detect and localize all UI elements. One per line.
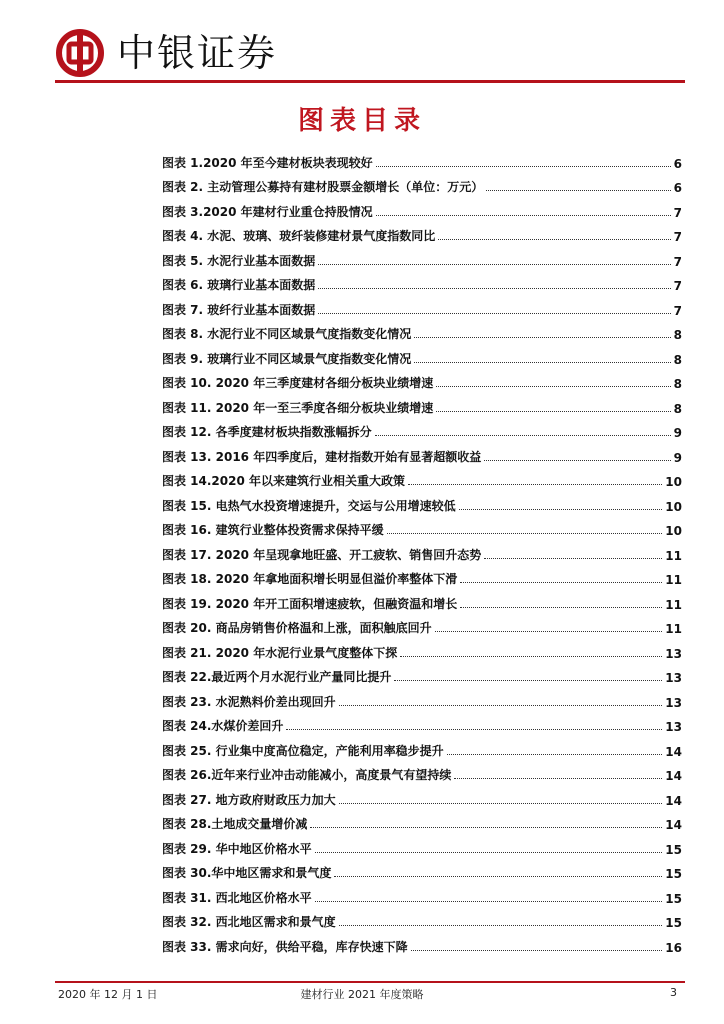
toc-entry[interactable] xyxy=(162,808,682,833)
toc-entry-label: 图表 1.2020 年至今建材板块表现较好 xyxy=(162,155,373,170)
toc-entry-label: 图表 8. 水泥行业不同区域景气度指数变化情况 xyxy=(162,327,412,341)
toc-dot-leader xyxy=(376,166,671,167)
toc-dot-leader xyxy=(318,288,670,289)
toc-entry-page: 9 xyxy=(673,450,682,465)
toc-entry[interactable] xyxy=(162,465,682,490)
toc-entry-page: 11 xyxy=(665,548,682,563)
toc-dot-leader xyxy=(436,386,670,387)
toc-entry[interactable] xyxy=(162,857,682,882)
footer-page-number: 3 xyxy=(670,986,677,999)
toc-dot-leader xyxy=(334,876,662,877)
toc-entry-label: 图表 11. 2020 年一至三季度各细分板块业绩增速 xyxy=(162,400,434,415)
toc-dot-leader xyxy=(376,215,671,216)
toc-entry-label: 图表 5. 水泥行业基本面数据 xyxy=(162,253,316,268)
toc-dot-leader xyxy=(394,680,662,681)
toc-entry-page: 11 xyxy=(665,622,682,636)
toc-dot-leader xyxy=(318,264,670,265)
header-divider xyxy=(55,80,685,83)
toc-entry[interactable] xyxy=(162,612,682,637)
toc-entry[interactable] xyxy=(162,244,682,269)
toc-entry-label: 图表 12. 各季度建材板块指数涨幅拆分 xyxy=(162,425,372,439)
brand-name: 中银证券 xyxy=(117,31,278,75)
toc-entry-page: 14 xyxy=(665,818,682,832)
toc-entry[interactable] xyxy=(162,636,682,661)
toc-dot-leader xyxy=(411,950,663,951)
toc-entry-page: 11 xyxy=(665,573,682,587)
toc-entry[interactable] xyxy=(162,783,682,808)
toc-entry-label: 图表 21. 2020 年水泥行业景气度整体下探 xyxy=(162,645,398,660)
toc-dot-leader xyxy=(459,509,663,510)
toc-entry-page: 10 xyxy=(665,524,682,538)
toc-dot-leader xyxy=(286,729,662,730)
toc-entry-page: 10 xyxy=(665,475,682,489)
toc-dot-leader xyxy=(408,484,662,485)
toc-entry[interactable] xyxy=(162,416,682,441)
toc-entry[interactable] xyxy=(162,685,682,710)
toc-entry[interactable] xyxy=(162,587,682,612)
toc-entry[interactable] xyxy=(162,489,682,514)
toc-entry-label: 图表 10. 2020 年三季度建材各细分板块业绩增速 xyxy=(162,376,434,390)
toc-entry[interactable] xyxy=(162,563,682,588)
toc-entry-page: 13 xyxy=(665,671,682,685)
toc-entry-page: 14 xyxy=(665,744,682,759)
toc-dot-leader xyxy=(460,607,662,608)
toc-entry-label: 图表 27. 地方政府财政压力加大 xyxy=(162,792,336,807)
toc-entry-page: 8 xyxy=(673,328,682,342)
toc-entry-label: 图表 6. 玻璃行业基本面数据 xyxy=(162,278,316,292)
toc-entry-page: 15 xyxy=(665,842,682,857)
toc-entry-label: 图表 4. 水泥、玻璃、玻纤装修建材景气度指数同比 xyxy=(162,229,436,243)
toc-entry-page: 15 xyxy=(665,867,682,881)
toc-entry-label: 图表 23. 水泥熟料价差出现回升 xyxy=(162,694,336,709)
footer-divider xyxy=(55,981,685,983)
toc-entry-label: 图表 17. 2020 年呈现拿地旺盛、开工疲软、销售回升态势 xyxy=(162,547,482,562)
toc-entry[interactable] xyxy=(162,171,682,196)
toc-entry-page: 14 xyxy=(665,769,682,783)
toc-entry-label: 图表 9. 玻璃行业不同区域景气度指数变化情况 xyxy=(162,351,412,366)
toc-entry-page: 13 xyxy=(665,646,682,661)
toc-dot-leader xyxy=(339,803,663,804)
toc-dot-leader xyxy=(414,337,670,338)
toc-dot-leader xyxy=(387,533,663,534)
toc-dot-leader xyxy=(375,435,671,436)
toc-entry-page: 13 xyxy=(665,695,682,710)
toc-entry[interactable] xyxy=(162,318,682,343)
toc-entry-label: 图表 16. 建筑行业整体投资需求保持平缓 xyxy=(162,523,384,537)
toc-entry-page: 8 xyxy=(673,377,682,391)
toc-entry-label: 图表 33. 需求向好，供给平稳，库存快速下降 xyxy=(162,939,408,954)
toc-dot-leader xyxy=(414,362,670,363)
toc-entry-label: 图表 19. 2020 年开工面积增速疲软，但融资温和增长 xyxy=(162,596,458,611)
toc-entry[interactable] xyxy=(162,906,682,931)
toc-entry-page: 6 xyxy=(673,181,682,195)
toc-entry[interactable] xyxy=(162,930,682,955)
toc-dot-leader xyxy=(318,313,670,314)
toc-dot-leader xyxy=(339,925,663,926)
toc-entry[interactable] xyxy=(162,146,682,171)
toc-dot-leader xyxy=(484,460,670,461)
toc-entry-label: 图表 28.土地成交量增价减 xyxy=(162,817,308,831)
toc-entry[interactable] xyxy=(162,759,682,784)
toc-entry-page: 11 xyxy=(665,597,682,612)
toc-entry[interactable] xyxy=(162,220,682,245)
toc-dot-leader xyxy=(460,582,662,583)
toc-entry-label: 图表 15. 电热气水投资增速提升，交运与公用增速较低 xyxy=(162,498,456,513)
toc-entry-label: 图表 26.近年来行业冲击动能减小，高度景气有望持续 xyxy=(162,768,452,782)
toc-heading: 图表目录 xyxy=(297,106,426,136)
toc-dot-leader xyxy=(400,656,662,657)
footer-doc-title: 建材行业 2021 年度策略 xyxy=(300,988,424,1001)
toc-entry[interactable] xyxy=(162,195,682,220)
toc-dot-leader xyxy=(438,239,670,240)
toc-entry-label: 图表 13. 2016 年四季度后，建材指数开始有显著超额收益 xyxy=(162,449,482,464)
toc-entry-label: 图表 22.最近两个月水泥行业产量同比提升 xyxy=(162,670,392,684)
toc-entry[interactable] xyxy=(162,832,682,857)
toc-entry-label: 图表 7. 玻纤行业基本面数据 xyxy=(162,302,316,317)
toc-entry-page: 7 xyxy=(673,205,682,220)
toc-entry-page: 6 xyxy=(673,156,682,171)
toc-dot-leader xyxy=(447,754,663,755)
toc-entry-page: 15 xyxy=(665,891,682,906)
toc-entry-label: 图表 30.华中地区需求和景气度 xyxy=(162,866,332,880)
toc-entry[interactable] xyxy=(162,514,682,539)
page-header xyxy=(55,28,685,78)
toc-list xyxy=(162,146,682,955)
toc-entry[interactable] xyxy=(162,881,682,906)
toc-entry[interactable] xyxy=(162,661,682,686)
footer-date: 2020 年 12 月 1 日 xyxy=(58,988,158,1001)
toc-entry-label: 图表 20. 商品房销售价格温和上涨，面积触底回升 xyxy=(162,621,432,635)
toc-dot-leader xyxy=(339,705,663,706)
toc-entry-label: 图表 3.2020 年建材行业重仓持股情况 xyxy=(162,204,373,219)
bank-of-china-logo-icon xyxy=(55,28,105,78)
toc-entry-label: 图表 18. 2020 年拿地面积增长明显但溢价率整体下滑 xyxy=(162,572,458,586)
toc-entry-page: 8 xyxy=(673,401,682,416)
toc-entry-label: 图表 14.2020 年以来建筑行业相关重大政策 xyxy=(162,474,406,488)
toc-entry-label: 图表 2. 主动管理公募持有建材股票金额增长（单位：万元） xyxy=(162,180,484,194)
toc-dot-leader xyxy=(315,852,663,853)
toc-entry-page: 7 xyxy=(673,230,682,244)
toc-dot-leader xyxy=(454,778,662,779)
toc-dot-leader xyxy=(310,827,662,828)
toc-dot-leader xyxy=(436,411,670,412)
toc-dot-leader xyxy=(484,558,662,559)
toc-dot-leader xyxy=(315,901,663,902)
toc-entry-page: 8 xyxy=(673,352,682,367)
toc-entry-label: 图表 32. 西北地区需求和景气度 xyxy=(162,915,336,929)
toc-entry-page: 14 xyxy=(665,793,682,808)
toc-entry-page: 10 xyxy=(665,499,682,514)
toc-entry-page: 9 xyxy=(673,426,682,440)
toc-entry[interactable] xyxy=(162,538,682,563)
toc-entry-page: 7 xyxy=(673,303,682,318)
toc-entry-page: 7 xyxy=(673,254,682,269)
toc-entry-label: 图表 24.水煤价差回升 xyxy=(162,719,284,733)
toc-entry[interactable] xyxy=(162,342,682,367)
toc-entry[interactable] xyxy=(162,710,682,735)
toc-entry[interactable] xyxy=(162,440,682,465)
toc-dot-leader xyxy=(435,631,663,632)
toc-entry-page: 16 xyxy=(665,940,682,955)
toc-entry-label: 图表 29. 华中地区价格水平 xyxy=(162,841,312,856)
toc-dot-leader xyxy=(486,190,670,191)
toc-entry-label: 图表 25. 行业集中度高位稳定，产能利用率稳步提升 xyxy=(162,743,444,758)
toc-entry[interactable] xyxy=(162,269,682,294)
toc-entry-page: 7 xyxy=(673,279,682,293)
toc-entry[interactable] xyxy=(162,293,682,318)
toc-entry[interactable] xyxy=(162,391,682,416)
toc-entry-label: 图表 31. 西北地区价格水平 xyxy=(162,890,312,905)
toc-entry-page: 15 xyxy=(665,916,682,930)
toc-entry[interactable] xyxy=(162,734,682,759)
toc-entry[interactable] xyxy=(162,367,682,392)
toc-entry-page: 13 xyxy=(665,720,682,734)
